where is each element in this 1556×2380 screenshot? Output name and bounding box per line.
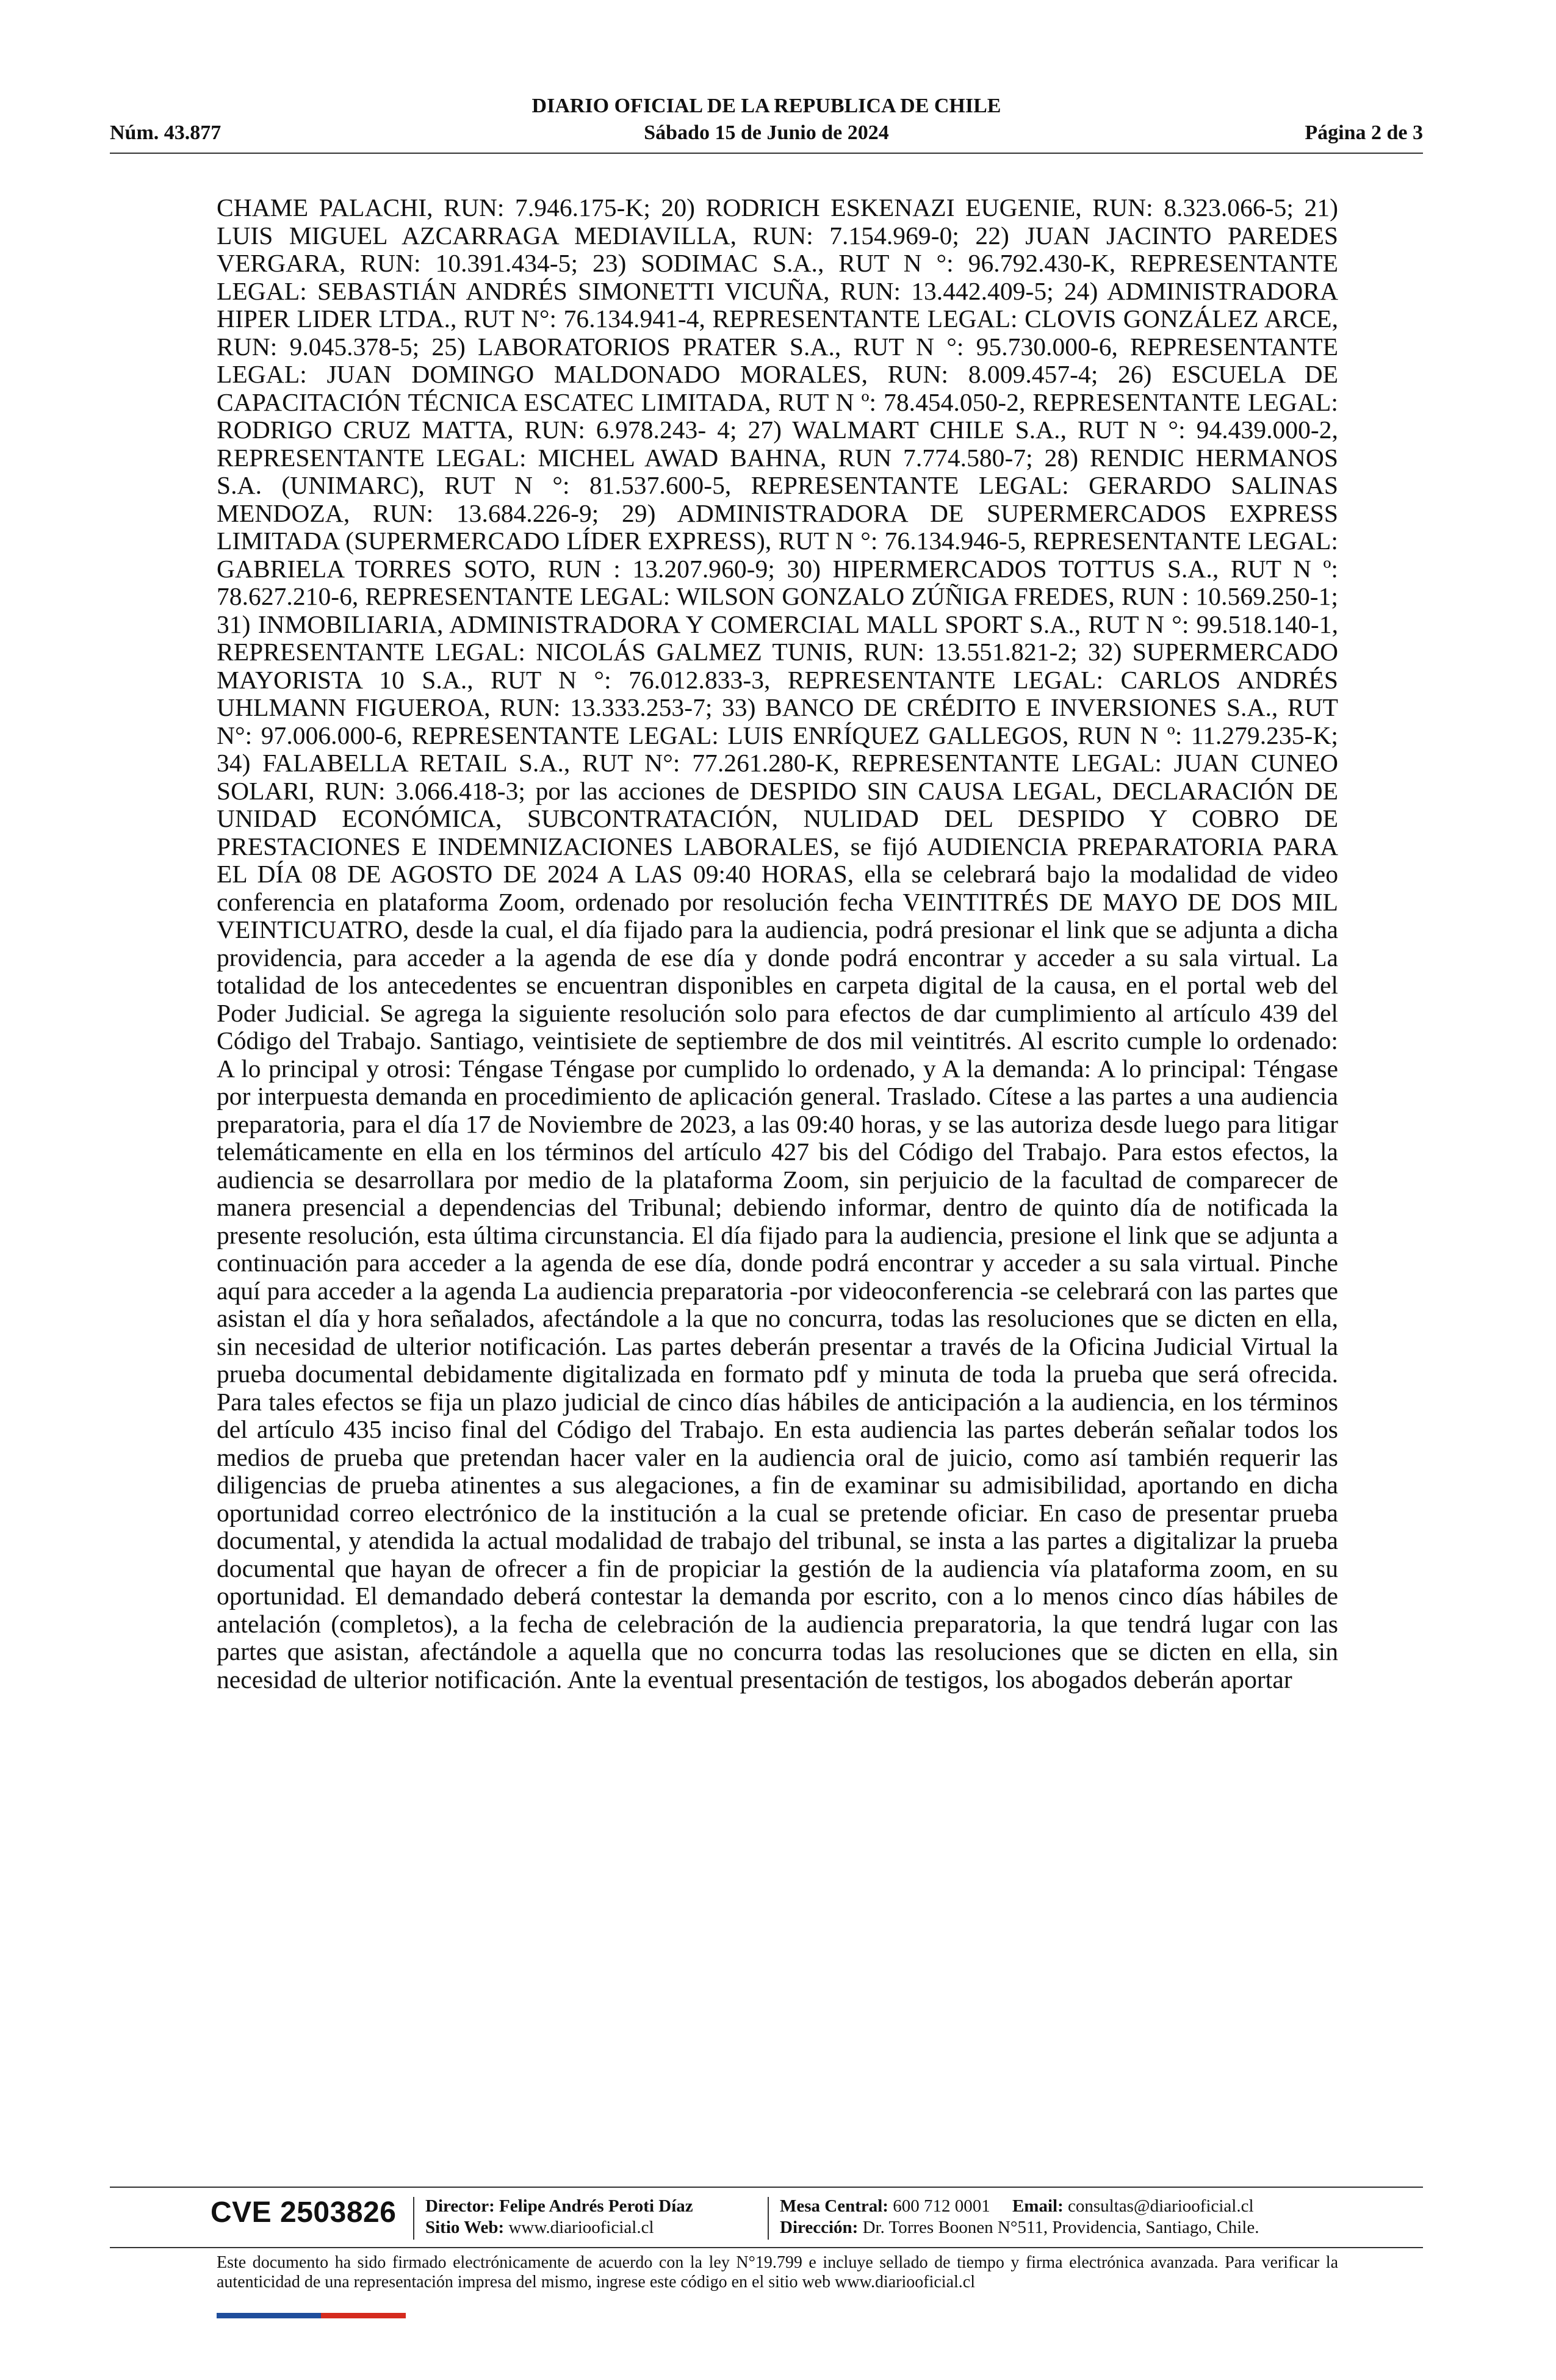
- site-label: Sitio Web:: [425, 2218, 505, 2237]
- footer-director-block: [425, 2196, 693, 2238]
- cve-code: CVE 2503826: [211, 2196, 397, 2229]
- mesa-phone: 600 712 0001: [893, 2196, 990, 2216]
- issue-date: Sábado 15 de Junio de 2024: [644, 121, 889, 144]
- flag-stripe-red: [321, 2313, 406, 2318]
- publication-title: DIARIO OFICIAL DE LA REPUBLICA DE CHILE: [531, 95, 1001, 117]
- flag-stripe-blue: [217, 2313, 321, 2318]
- issue-number: Núm. 43.877: [110, 121, 222, 144]
- body-paragraph: CHAME PALACHI, RUN: 7.946.175-K; 20) RODRICH ESKENAZI EUGENIE, RUN: 8.323.066-5; 21) LUIS MIGUEL AZCARRAGA MEDIAVILLA, RUN: 7.154.969-0; 22) JUAN JACINTO PAREDES VERGARA, RUN: 10.391.434-5; 23) SODIMAC S.A., RUT N °: 96.792.430-K, REPRESENTANTE LEGAL: SEBASTIÁN ANDRÉS SIMONETTI VICUÑA, RUN: 13.442.409-5; 24) ADMINISTRADORA HIPER LIDER LTDA., RUT N°: 76.134.941-4, REPRESENTANTE LEGAL: CLOVIS GONZÁLEZ ARCE, RUN: 9.045.378-5; 25) LABORATORIOS PRATER S.A., RUT N °: 95.730.000-6, REPRESENTANTE LEGAL: JUAN DOMINGO MALDONADO MORALES, RUN: 8.009.457-4; 26) ESCUELA DE CAPACITACIÓN TÉCNICA ESCATEC LIMITADA, RUT N º: 78.454.050-2, REPRESENTANTE LEGAL: RODRIGO CRUZ MATTA, RUN: 6.978.243- 4; 27) WALMART CHILE S.A., RUT N °: 94.439.000-2, REPRESENTANTE LEGAL: MICHEL AWAD BAHNA, RUN 7.774.580-7; 28) RENDIC HERMANOS S.A. (UNIMARC), RUT N °: 81.537.600-5, REPRESENTANTE LEGAL: GERARDO SALINAS MENDOZA, RUN: 13.684.226-9; 29) ADMINISTRADORA DE SUPERMERCADOS EXPRESS LIMITADA (SUPERMERCADO LÍDER EXPRESS), RUT N °: 76.134.946-5, REPRESENTANTE LEGAL: GABRIELA TORRES SOTO, RUN : 13.207.960-9; 30) HIPERMERCADOS TOTTUS S.A., RUT N º: 78.627.210-6, REPRESENTANTE LEGAL: WILSON GONZALO ZÚÑIGA FREDES, RUN : 10.569.250-1; 31) INMOBILIARIA, ADMINISTRADORA Y COMERCIAL MALL SPORT S.A., RUT N °: 99.518.140-1, REPRESENTANTE LEGAL: NICOLÁS GALMEZ TUNIS, RUN: 13.551.821-2; 32) SUPERMERCADO MAYORISTA 10 S.A., RUT N °: 76.012.833-3, REPRESENTANTE LEGAL: CARLOS ANDRÉS UHLMANN FIGUEROA, RUN: 13.333.253-7; 33) BANCO DE CRÉDITO E INVERSIONES S.A., RUT N°: 97.006.000-6, REPRESENTANTE LEGAL: LUIS ENRÍQUEZ GALLEGOS, RUN N º: 11.279.235-K; 34) FALABELLA RETAIL S.A., RUT N°: 77.261.280-K, REPRESENTANTE LEGAL: JUAN CUNEO SOLARI, RUN: 3.066.418-3; por las acciones de DESPIDO SIN CAUSA LEGAL, DECLARACIÓN DE UNIDAD ECONÓMICA, SUBCONTRATACIÓN, NULIDAD DEL DESPIDO Y COBRO DE PRESTACIONES E INDEMNIZACIONES LABORALES, se fijó AUDIENCIA PREPARATORIA PARA EL DÍA 08 DE AGOSTO DE 2024 A LAS 09:40 HORAS, ella se celebrará bajo la modalidad de video conferencia en plataforma Zoom, ordenado por resolución fecha VEINTITRÉS DE MAYO DE DOS MIL VEINTICUATRO, desde la cual, el día fijado para la audiencia, podrá presionar el link que se adjunta a dicha providencia, para acceder a la agenda de ese día y donde podrá encontrar y acceder a su sala virtual. La totalidad de los antecedentes se encuentran disponibles en carpeta digital de la causa, en el portal web del Poder Judicial. Se agrega la siguiente resolución solo para efectos de dar cumplimiento al artículo 439 del Código del Trabajo. Santiago, veintisiete de septiembre de dos mil veintitrés. Al escrito cumple lo ordenado: A lo principal y otrosi: Téngase Téngase por cumplido lo ordenado, y A la demanda: A lo principal: Téngase por interpuesta demanda en procedimiento de aplicación general. Traslado. Cítese a las partes a una audiencia preparatoria, para el día 17 de Noviembre de 2023, a las 09:40 horas, y se las autoriza desde luego para litigar telemáticamente en ella en los términos del artículo 427 bis del Código del Trabajo. Para estos efectos, la audiencia se desarrollara por medio de la plataforma Zoom, sin perjuicio de la facultad de comparecer de manera presencial a dependencias del Tribunal; debiendo informar, dentro de quinto día de notificada la presente resolución, esta última circunstancia. El día fijado para la audiencia, presione el link que se adjunta a continuación para acceder a la agenda de ese día, donde podrá encontrar y acceder a su sala virtual. Pinche aquí para acceder a la agenda La audiencia preparatoria -por videoconferencia -se celebrará con las partes que asistan el día y hora señalados, afectándole a la que no concurra, todas las resoluciones que se dicten en ella, sin necesidad de ulterior notificación. Las partes deberán presentar a través de la Oficina Judicial Virtual la prueba documental debidamente digitalizada en formato pdf y minuta de toda la prueba que será ofrecida. Para tales efectos se fija un plazo judicial de cinco días hábiles de anticipación a la audiencia, en los términos del artículo 435 inciso final del Código del Trabajo. En esta audiencia las partes deberán señalar todos los medios de prueba que pretendan hacer valer en la audiencia oral de juicio, como así también requerir las diligencias de prueba atinentes a sus alegaciones, a fin de examinar su admisibilidad, aportando en dicha oportunidad correo electrónico de la institución a la cual se pretende oficiar. En caso de presentar prueba documental, y atendida la actual modalidad de trabajo del tribunal, se insta a las partes a digitalizar la prueba documental que hayan de ofrecer a fin de propiciar la gestión de la audiencia vía plataforma zoom, en su oportunidad. El demandado deberá contestar la demanda por escrito, con a lo menos cinco días hábiles de antelación (completos), a la fecha de celebración de la audiencia preparatoria, la que tendrá lugar con las partes que asistan, afectándole a aquella que no concurra todas las resoluciones que se dicten en ella, sin necesidad de ulterior notificación. Ante la eventual presentación de testigos, los abogados deberán aportar: [217, 193, 1338, 1693]
- chile-flag-stripe: [217, 2313, 406, 2318]
- footer-separator-left: [413, 2197, 414, 2240]
- address-value: Dr. Torres Boonen N°511, Providencia, Santiago, Chile.: [862, 2218, 1259, 2237]
- page-indicator: Página 2 de 3: [1305, 121, 1423, 144]
- director-name: Felipe Andrés Peroti Díaz: [499, 2196, 693, 2216]
- footer-separator-right: [768, 2197, 769, 2240]
- electronic-signature-notice: Este documento ha sido firmado electrónicamente de acuerdo con la ley N°19.799 e incluye sellado de tiempo y firma electrónica avanzada. Para verificar la autenticidad de una representación impresa del mismo, ingrese este código en el sitio web www.diariooficial.cl: [217, 2253, 1338, 2292]
- email-label: Email:: [1012, 2196, 1064, 2216]
- address-label: Dirección:: [780, 2218, 859, 2237]
- page-header: [110, 95, 1423, 150]
- footer-divider-top: [110, 2187, 1423, 2188]
- footer-divider-bottom: [110, 2247, 1423, 2248]
- footer-contact-block: [780, 2196, 1259, 2238]
- director-label: Director:: [425, 2196, 495, 2216]
- mesa-label: Mesa Central:: [780, 2196, 888, 2216]
- email-link[interactable]: consultas@diariooficial.cl: [1068, 2196, 1254, 2216]
- header-divider: [110, 153, 1423, 154]
- site-link[interactable]: www.diariooficial.cl: [508, 2218, 654, 2237]
